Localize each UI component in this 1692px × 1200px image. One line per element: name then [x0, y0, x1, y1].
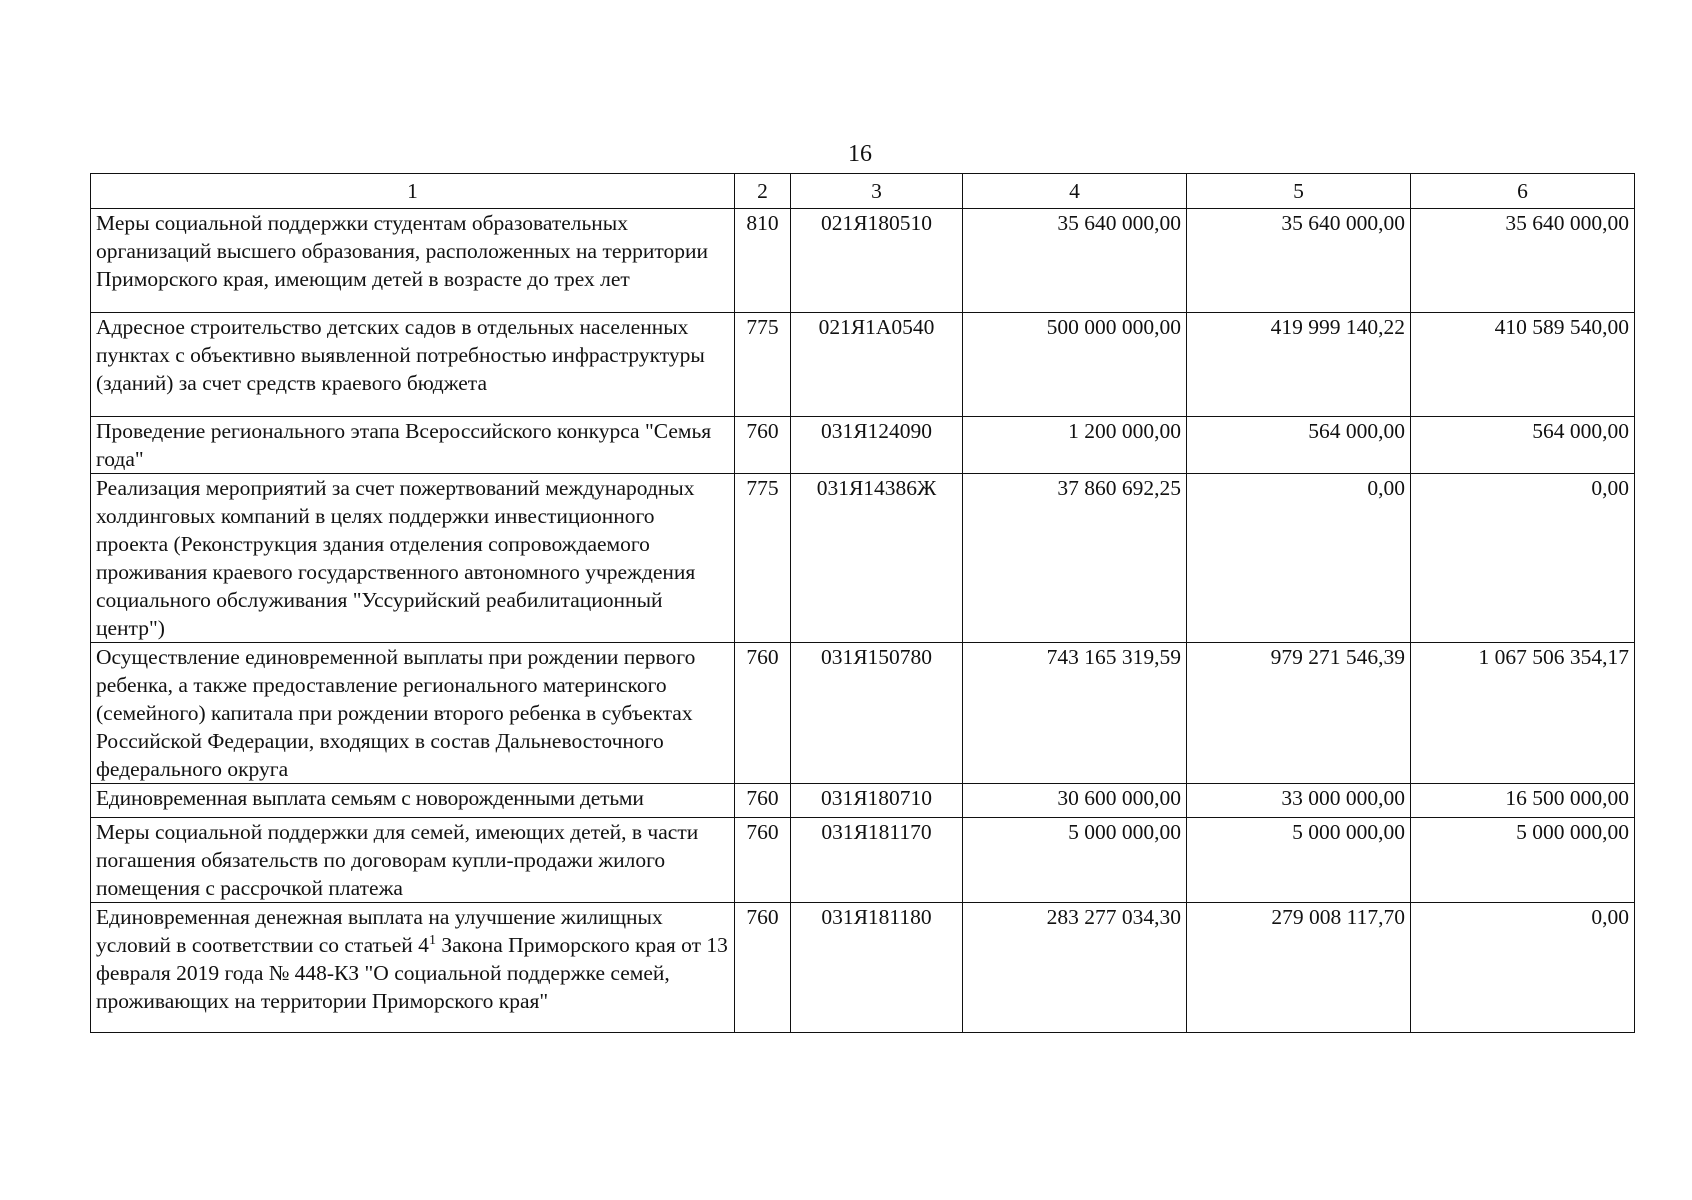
- row-grbs-code: 810: [735, 209, 791, 313]
- row-amount-6: 410 589 540,00: [1411, 313, 1635, 417]
- budget-table: [90, 173, 1635, 1033]
- row-name: Меры социальной поддержки студентам образовательных организаций высшего образования, расположенных на территории Приморского края, имеющим детей в возрасте до трех лет: [91, 209, 735, 313]
- row-amount-4: 743 165 319,59: [963, 643, 1187, 784]
- row-grbs-code: 760: [735, 417, 791, 474]
- row-amount-6: 5 000 000,00: [1411, 818, 1635, 903]
- row-csr-code: 031Я181170: [791, 818, 963, 903]
- row-amount-5: 33 000 000,00: [1187, 784, 1411, 818]
- row-amount-4: 35 640 000,00: [963, 209, 1187, 313]
- column-header-3: 3: [791, 174, 963, 209]
- table-row: [91, 643, 1635, 784]
- table-row: [91, 818, 1635, 903]
- row-amount-6: 35 640 000,00: [1411, 209, 1635, 313]
- superscript-marker: 1: [428, 932, 436, 948]
- column-header-5: 5: [1187, 174, 1411, 209]
- table-row: [91, 313, 1635, 417]
- row-grbs-code: 760: [735, 784, 791, 818]
- row-amount-5: 564 000,00: [1187, 417, 1411, 474]
- table-row: [91, 903, 1635, 1033]
- row-name: Меры социальной поддержки для семей, имеющих детей, в части погашения обязательств по договорам купли-продажи жилого помещения с рассрочкой платежа: [91, 818, 735, 903]
- row-amount-6: 0,00: [1411, 474, 1635, 643]
- row-amount-4: 5 000 000,00: [963, 818, 1187, 903]
- row-grbs-code: 775: [735, 474, 791, 643]
- row-name: Реализация мероприятий за счет пожертвований международных холдинговых компаний в целях поддержки инвестиционного проекта (Реконструкция здания отделения сопровождаемого проживания краевого государственного автономного учреждения социального обслуживания "Уссурийский реабилитационный центр"): [91, 474, 735, 643]
- row-name: Адресное строительство детских садов в отдельных населенных пунктах с объективно выявленной потребностью инфраструктуры (зданий) за счет средств краевого бюджета: [91, 313, 735, 417]
- row-amount-4: 1 200 000,00: [963, 417, 1187, 474]
- row-amount-5: 279 008 117,70: [1187, 903, 1411, 1033]
- row-amount-5: 419 999 140,22: [1187, 313, 1411, 417]
- row-name: Осуществление единовременной выплаты при рождении первого ребенка, а также предоставление регионального материнского (семейного) капитала при рождении второго ребенка в субъектах Российской Федерации, входящих в состав Дальневосточного федерального округа: [91, 643, 735, 784]
- row-name: Единовременная выплата семьям с новорожденными детьми: [91, 784, 735, 818]
- row-csr-code: 031Я150780: [791, 643, 963, 784]
- row-amount-4: 283 277 034,30: [963, 903, 1187, 1033]
- table-body: [91, 209, 1635, 1033]
- table-row: [91, 417, 1635, 474]
- row-csr-code: 031Я124090: [791, 417, 963, 474]
- column-header-6: 6: [1411, 174, 1635, 209]
- row-grbs-code: 775: [735, 313, 791, 417]
- row-amount-6: 1 067 506 354,17: [1411, 643, 1635, 784]
- header-row: [91, 174, 1635, 209]
- page-number: 16: [848, 141, 872, 167]
- table-header: [91, 174, 1635, 209]
- row-amount-6: 0,00: [1411, 903, 1635, 1033]
- row-csr-code: 021Я180510: [791, 209, 963, 313]
- row-amount-4: 500 000 000,00: [963, 313, 1187, 417]
- table-row: [91, 474, 1635, 643]
- row-name: [91, 903, 735, 1033]
- row-amount-5: 979 271 546,39: [1187, 643, 1411, 784]
- row-csr-code: 031Я181180: [791, 903, 963, 1033]
- row-csr-code: 031Я14386Ж: [791, 474, 963, 643]
- row-grbs-code: 760: [735, 643, 791, 784]
- row-amount-4: 37 860 692,25: [963, 474, 1187, 643]
- row-amount-4: 30 600 000,00: [963, 784, 1187, 818]
- column-header-2: 2: [735, 174, 791, 209]
- row-name-part: Единовременная денежная выплата на улучшение жилищных условий в соответствии со статьей 4: [96, 905, 663, 957]
- table-row: [91, 209, 1635, 313]
- row-csr-code: 031Я180710: [791, 784, 963, 818]
- row-grbs-code: 760: [735, 818, 791, 903]
- column-header-4: 4: [963, 174, 1187, 209]
- row-amount-5: 0,00: [1187, 474, 1411, 643]
- row-amount-5: 5 000 000,00: [1187, 818, 1411, 903]
- row-amount-5: 35 640 000,00: [1187, 209, 1411, 313]
- row-grbs-code: 760: [735, 903, 791, 1033]
- row-name: Проведение регионального этапа Всероссийского конкурса "Семья года": [91, 417, 735, 474]
- row-amount-6: 564 000,00: [1411, 417, 1635, 474]
- table-row: [91, 784, 1635, 818]
- row-name-part: Закона Приморского края от 13 февраля 2019 года № 448-КЗ "О социальной поддержке семей, проживающих на территории Приморского края": [96, 933, 728, 1013]
- row-amount-6: 16 500 000,00: [1411, 784, 1635, 818]
- column-header-1: 1: [91, 174, 735, 209]
- row-csr-code: 021Я1А0540: [791, 313, 963, 417]
